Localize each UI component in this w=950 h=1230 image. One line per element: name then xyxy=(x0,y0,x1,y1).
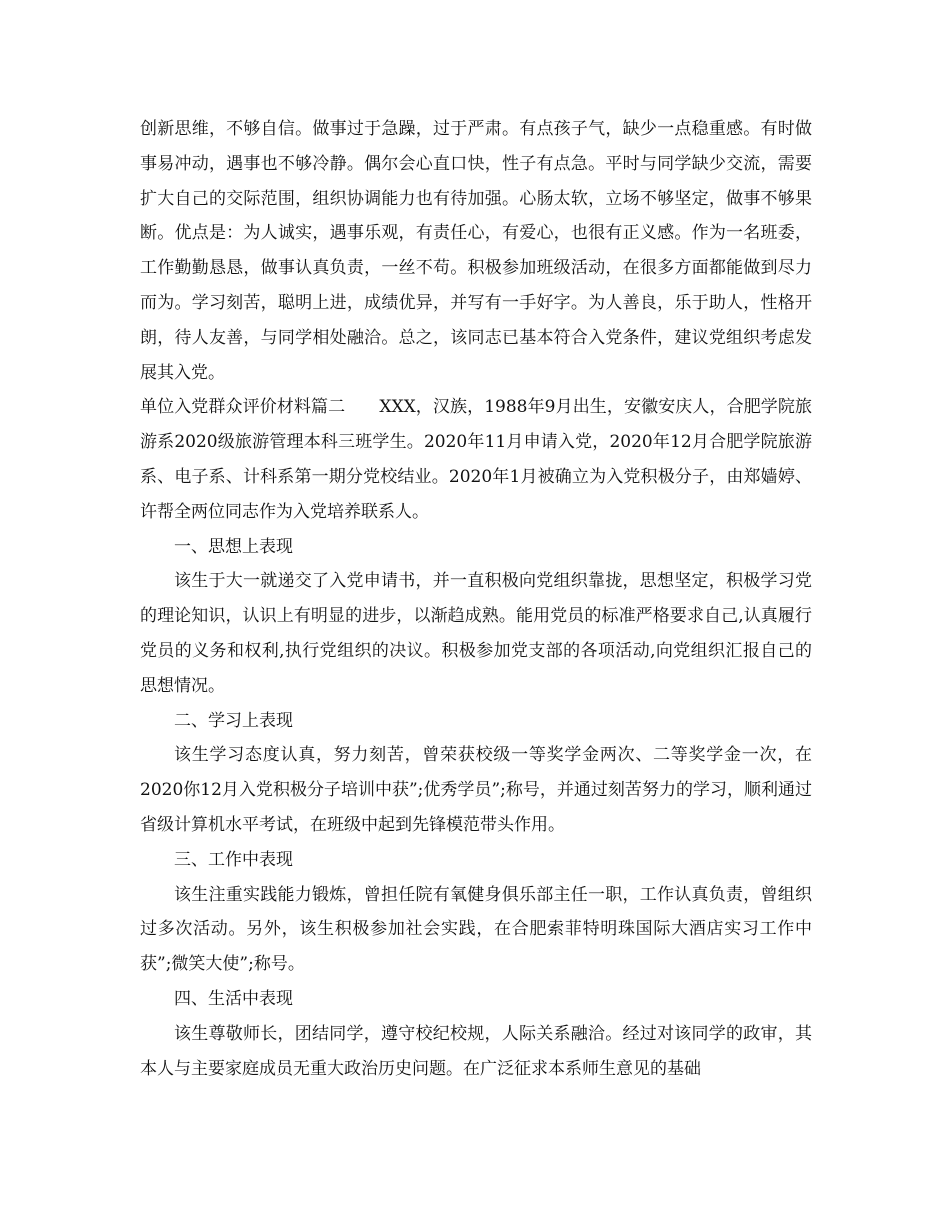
heading-study: 二、学习上表现 xyxy=(174,710,293,731)
life-paragraph: 该生尊敬师长，团结同学，遵守校纪校规，人际关系融洽。经过对该同学的政审，其本人与主要家庭成员无重大政治历史问题。在广泛征求本系师生意见的基础 xyxy=(140,1023,812,1079)
heading-life: 四、生活中表现 xyxy=(174,988,293,1009)
heading-work: 三、工作中表现 xyxy=(174,849,293,870)
study-paragraph: 该生学习态度认真，努力刻苦，曾荣获校级一等奖学金两次、二等奖学金一次，在2020你12月入党积极分子培训中获”;优秀学员”;称号，并通过刻苦努力的学习，顺利通过省级计算机水平考试，在班级中起到先锋模范带头作用。 xyxy=(140,745,812,835)
section-two-intro-paragraph: 单位入党群众评价材料篇二 XXX，汉族，1988年9月出生，安徽安庆人，合肥学院旅游系2020级旅游管理本科三班学生。2020年11月申请入党，2020年12月合肥学院旅游系、电子系、计科系第一期分党校结业。2020年1月被确立为入党积极分子，由郑嫱婷、许帮全两位同志作为入党培养联系人。 xyxy=(140,397,812,522)
heading-ideology: 一、思想上表现 xyxy=(174,536,293,557)
work-paragraph: 该生注重实践能力锻炼，曾担任院有氧健身俱乐部主任一职，工作认真负责，曾组织过多次活动。另外，该生积极参加社会实践，在合肥索菲特明珠国际大酒店实习工作中获”;微笑大使”;称号。 xyxy=(140,884,812,975)
evaluation-paragraph-continued: 创新思维，不够自信。做事过于急躁，过于严肃。有点孩子气，缺少一点稳重感。有时做事易冲动，遇事也不够冷静。偶尔会心直口快，性子有点急。平时与同学缺少交流，需要扩大自己的交际范围，组织协调能力也有待加强。心肠太软，立场不够坚定，做事不够果断。优点是：为人诚实，遇事乐观，有责任心，有爱心，也很有正义感。作为一名班委，工作勤勤恳恳，做事认真负责，一丝不苟。积极参加班级活动，在很多方面都能做到尽力而为。学习刻苦，聪明上进，成绩优异，并写有一手好字。为人善良，乐于助人，性格开朗，待人友善，与同学相处融洽。总之，该同志已基本符合入党条件，建议党组织考虑发展其入党。 xyxy=(140,119,812,383)
ideology-paragraph: 该生于大一就递交了入党申请书，并一直积极向党组织靠拢，思想坚定，积极学习党的理论知识，认识上有明显的进步，以渐趋成熟。能用党员的标准严格要求自己,认真履行党员的义务和权利,执行党组织的决议。积极参加党支部的各项活动,向党组织汇报自己的思想情况。 xyxy=(140,571,812,696)
document-body xyxy=(140,112,812,1086)
